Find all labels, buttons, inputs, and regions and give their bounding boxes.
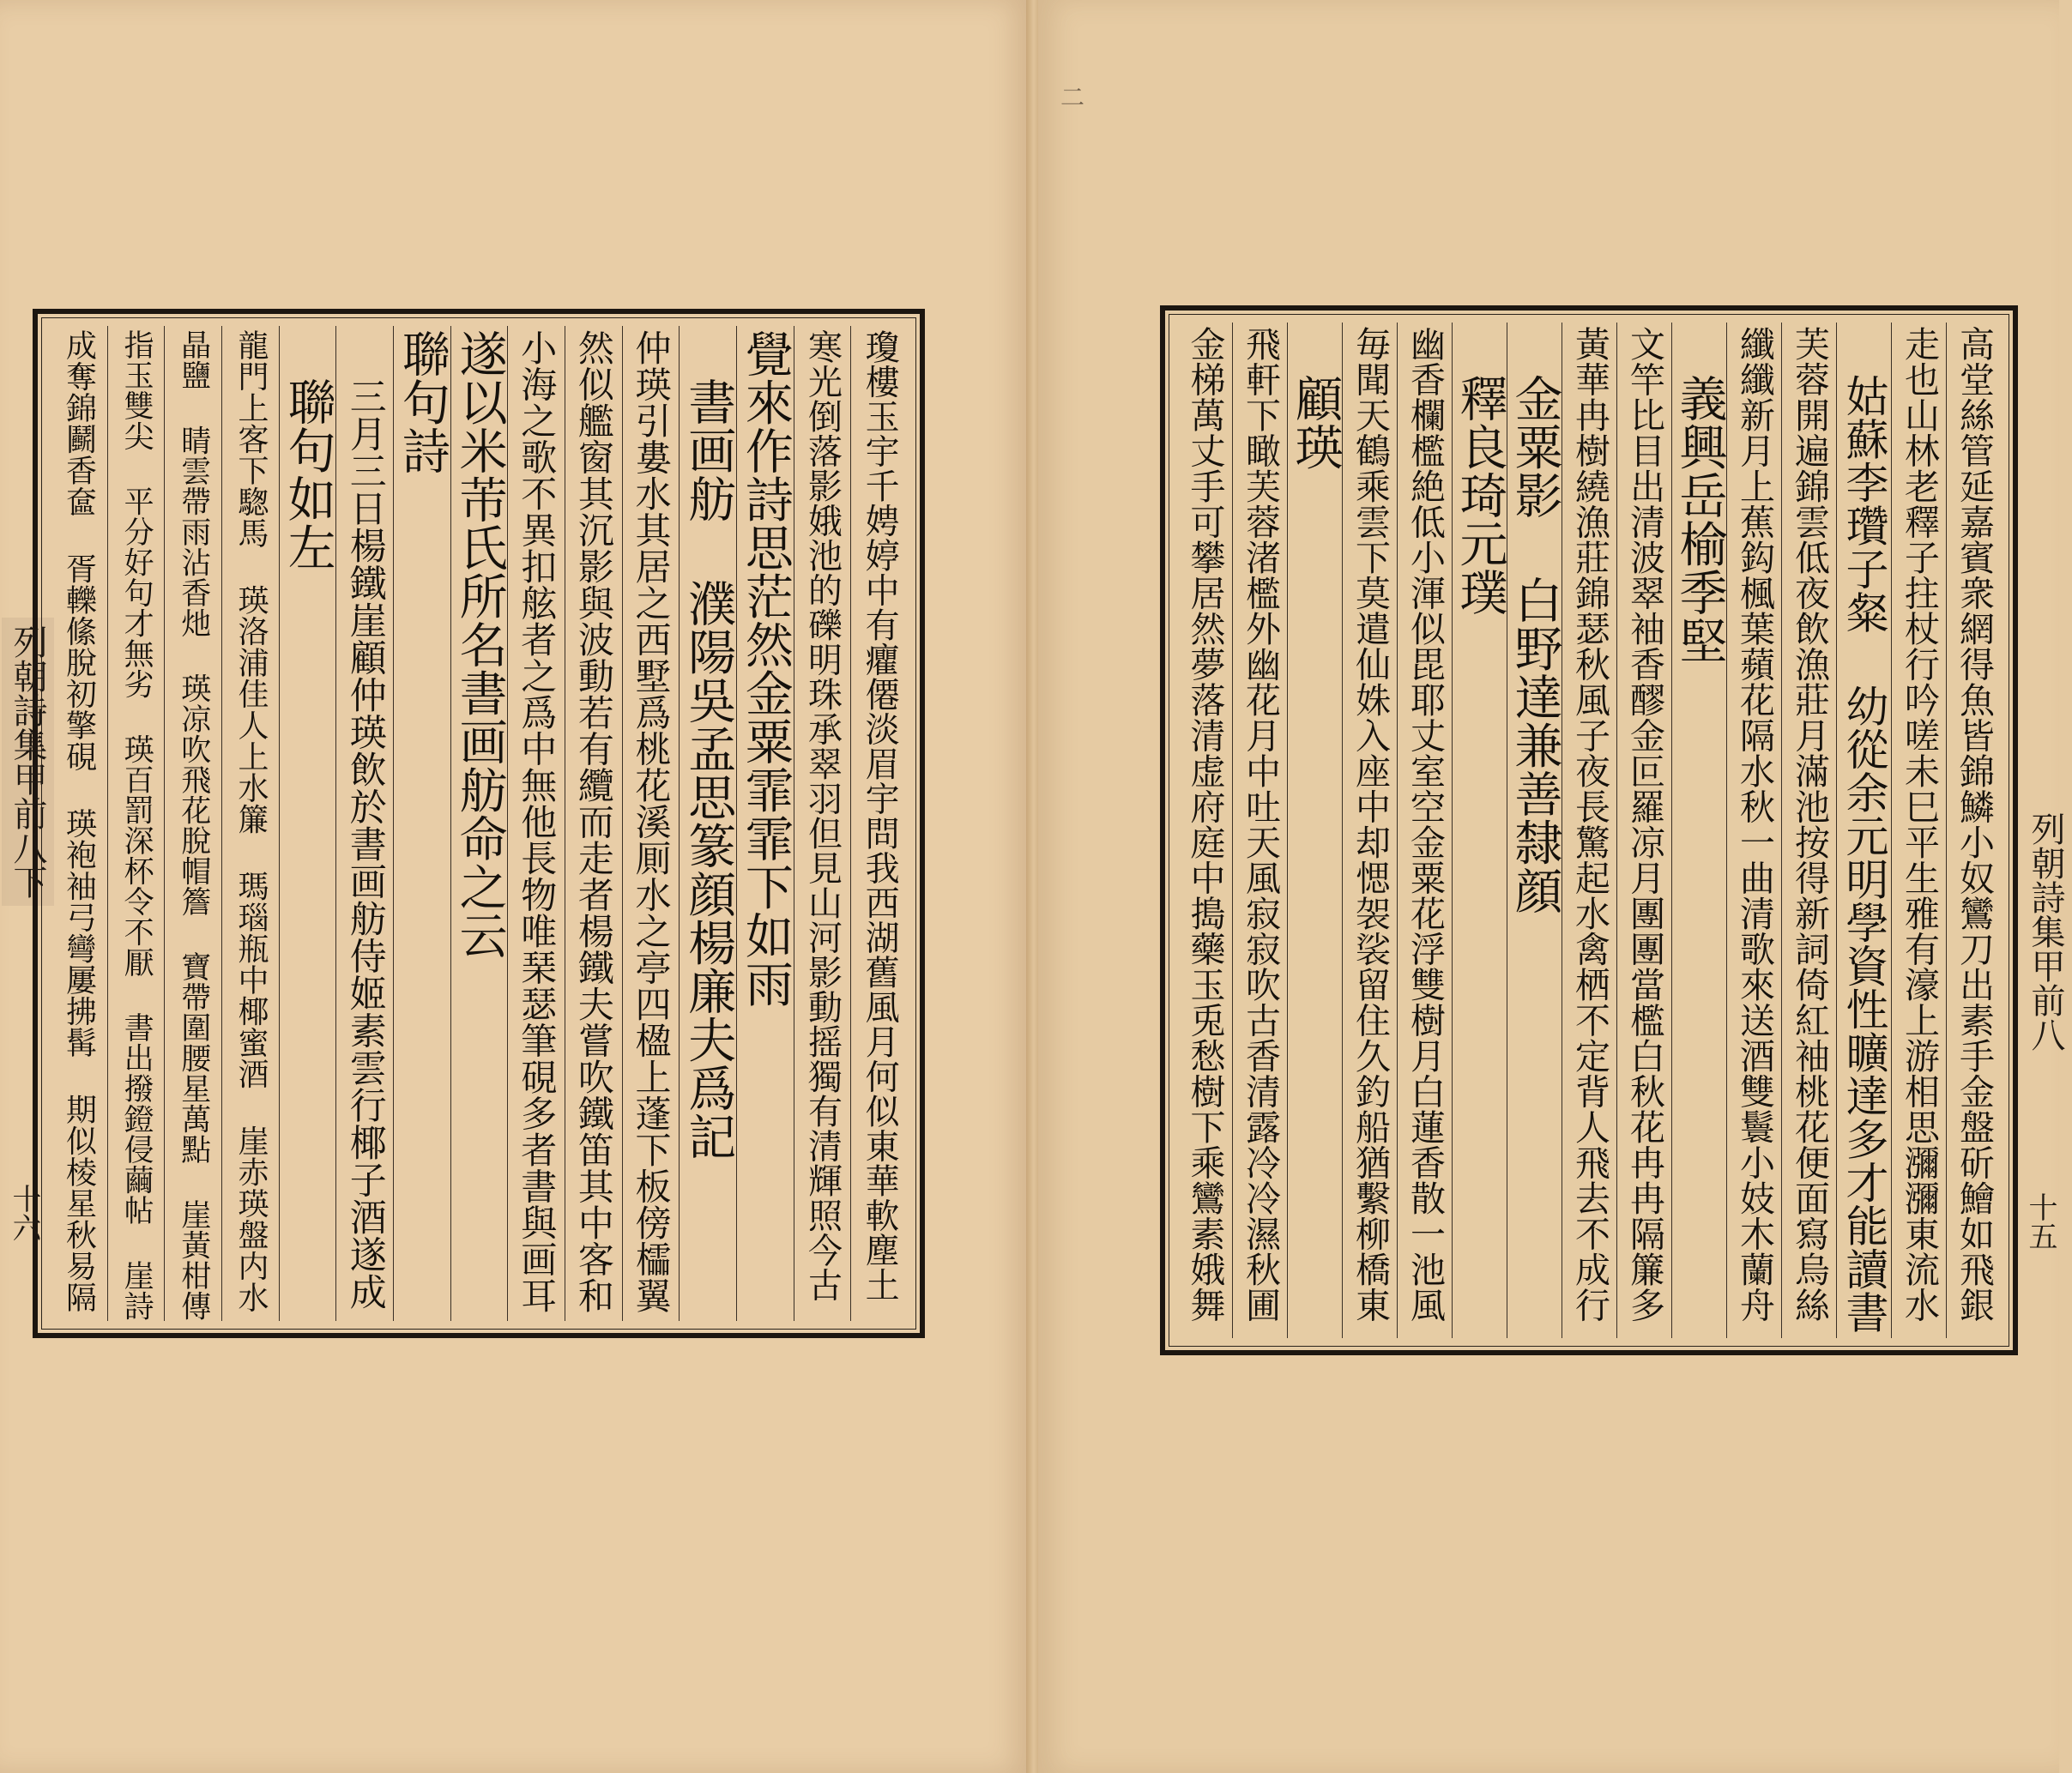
left-column-text: 遂以米芾氏所名書画舫命之云 <box>451 329 508 960</box>
left-text-column <box>794 326 851 1321</box>
right-column-text: 顧瑛 <box>1287 374 1344 471</box>
left-text-column <box>565 326 622 1321</box>
right-text-column <box>1452 323 1507 1338</box>
right-text-column <box>1781 323 1836 1338</box>
left-text-column <box>736 326 794 1321</box>
left-text-column <box>679 326 736 1321</box>
right-column-text: 毎聞天鶴乘雲下莫遣仙姝入座中却愢袈裟留住久釣船猶繫柳橋東 <box>1350 326 1391 1323</box>
left-text-column <box>221 326 279 1321</box>
left-column-text: 然似艦窗其沉影與波動若有纜而走者楊鐵夫嘗吹鐵笛其中客和 <box>572 329 615 1314</box>
left-text-column <box>393 326 450 1321</box>
left-column-text: 寒光倒落影娥池的礫明珠承翠羽但見山河影動摇獨有清輝照今古 <box>802 329 843 1302</box>
right-text-column <box>1397 323 1452 1338</box>
right-text-column <box>1671 323 1726 1338</box>
right-column-text: 釋良琦元璞 <box>1452 374 1508 617</box>
left-text-column <box>450 326 508 1321</box>
right-text-column <box>1891 323 1946 1338</box>
right-margin-title: 列朝詩集甲前八 <box>2026 811 2065 1052</box>
right-column-text: 芙蓉開遍錦雲低夜飲漁莊月滿池按得新詞倚紅袖桃花便面寫烏絲 <box>1789 326 1830 1323</box>
right-column-text: 飛軒下瞰芙蓉渚檻外幽花月中吐天風寂寂吹古香清露冷冷濕秋圃 <box>1240 326 1281 1323</box>
left-text-column <box>850 326 908 1321</box>
right-column-text: 高堂絲管延嘉賓衆網得魚皆錦鱗小奴鸞刀出素手金盤斫鱠如飛銀 <box>1954 326 1995 1323</box>
right-text-column <box>1836 323 1891 1338</box>
right-column-text: 義興岳榆季堅 <box>1671 374 1728 665</box>
left-text-column <box>507 326 565 1321</box>
left-column-text: 指玉雙尖 平分好句才無劣 瑛百罰深杯令不厭 書出撥鐙侵繭帖 崖詩 <box>119 329 154 1321</box>
left-column-text: 瓊樓玉宇千娉婷中有癯僊淡眉宇問我西湖舊風月何似東華軟塵土 <box>860 329 900 1302</box>
right-column-text: 金梯萬丈手可攀居然夢落清虚府庭中搗藥玉兎愁樹下乘鸞素娥舞 <box>1184 326 1226 1323</box>
left-page <box>0 0 1030 1773</box>
right-columns <box>1177 323 2001 1338</box>
right-column-text: 纖纖新月上蕉鈎楓葉蘋花隔水秋一曲清歌來送酒雙鬟小妓木蘭舟 <box>1734 326 1775 1323</box>
left-text-column <box>335 326 393 1321</box>
right-text-column <box>1177 323 1232 1338</box>
left-column-text: 聯句如左 <box>280 377 336 571</box>
left-column-text: 小海之歌不異扣舷者之爲中無他長物唯琹瑟筆硯多者書與画耳 <box>516 329 559 1314</box>
right-column-text: 幽香欄檻絶低小渾似毘耶丈室空金粟花浮雙樹月白蓮香散一池風 <box>1404 326 1446 1323</box>
right-column-text: 文竿比目出清波翠袖香醪金叵羅凉月團團當檻白秋花冉冉隔簾多 <box>1624 326 1665 1323</box>
left-text-column <box>279 326 336 1321</box>
right-column-text: 黃華冉樹繞漁莊錦瑟秋風子夜長驚起水禽栖不定背人飛去不成行 <box>1569 326 1610 1323</box>
left-page-number: 十六 <box>7 1184 41 1242</box>
right-column-text: 姑蘇李瓚子粲 幼從余元明學資性曠達多才能讀書 <box>1839 374 1889 1334</box>
left-column-text: 三月三日楊鐵崖顧仲瑛飲於書画舫侍姬素雲行椰子酒遂成 <box>343 377 387 1311</box>
left-text-column <box>107 326 165 1321</box>
right-text-column <box>1562 323 1616 1338</box>
left-text-column <box>164 326 221 1321</box>
left-columns <box>50 326 908 1321</box>
right-column-text: 金粟影 白野達兼善隸顔 <box>1507 374 1563 915</box>
right-text-column <box>1342 323 1397 1338</box>
left-text-column <box>622 326 680 1321</box>
right-page-number: 十五 <box>2023 1192 2057 1251</box>
left-column-text: 聯句詩 <box>394 329 450 475</box>
left-column-text: 晶鹽 睛雲帶雨沾香灺 瑛凉吹飛花脫帽簷 寶帶圍腰星萬點 崖黃柑傳 <box>176 329 211 1321</box>
right-column-text: 走也山林老釋子拄杖行吟嗟未巳平生雅有濠上游相思瀰瀰東流水 <box>1899 326 1940 1323</box>
left-column-text: 龍門上客下騘馬 瑛洛浦佳人上水簾 瑪瑙瓶中椰蜜酒 崖赤瑛盤内水 <box>233 329 269 1313</box>
right-text-column <box>1507 323 1562 1338</box>
right-text-column <box>1946 323 2001 1338</box>
left-column-text: 覺來作詩思茫然金粟霏霏下如雨 <box>737 329 794 1008</box>
right-text-column <box>1616 323 1671 1338</box>
right-text-column <box>1726 323 1781 1338</box>
right-text-column <box>1287 323 1342 1338</box>
left-column-text: 仲瑛引婁水其居之西墅爲桃花溪厠水之亭四楹上蓬下板傍櫺翼 <box>630 329 673 1314</box>
top-margin-mark: 二 <box>1060 83 1084 112</box>
left-text-frame <box>33 309 925 1338</box>
right-text-frame <box>1160 305 2018 1355</box>
left-margin-title: 列朝詩集甲前八下 <box>2 618 54 906</box>
right-text-column <box>1232 323 1287 1338</box>
left-text-column <box>50 326 107 1321</box>
left-column-text: 書画舫 濮陽吳孟思篆顔楊廉夫爲記 <box>680 377 737 1161</box>
left-column-text: 成奪錦鬬香奩 胥轢絛脫初擎硯 瑛袍袖弓彎屢拂髯 期似棱星秋易隔 <box>61 329 97 1313</box>
